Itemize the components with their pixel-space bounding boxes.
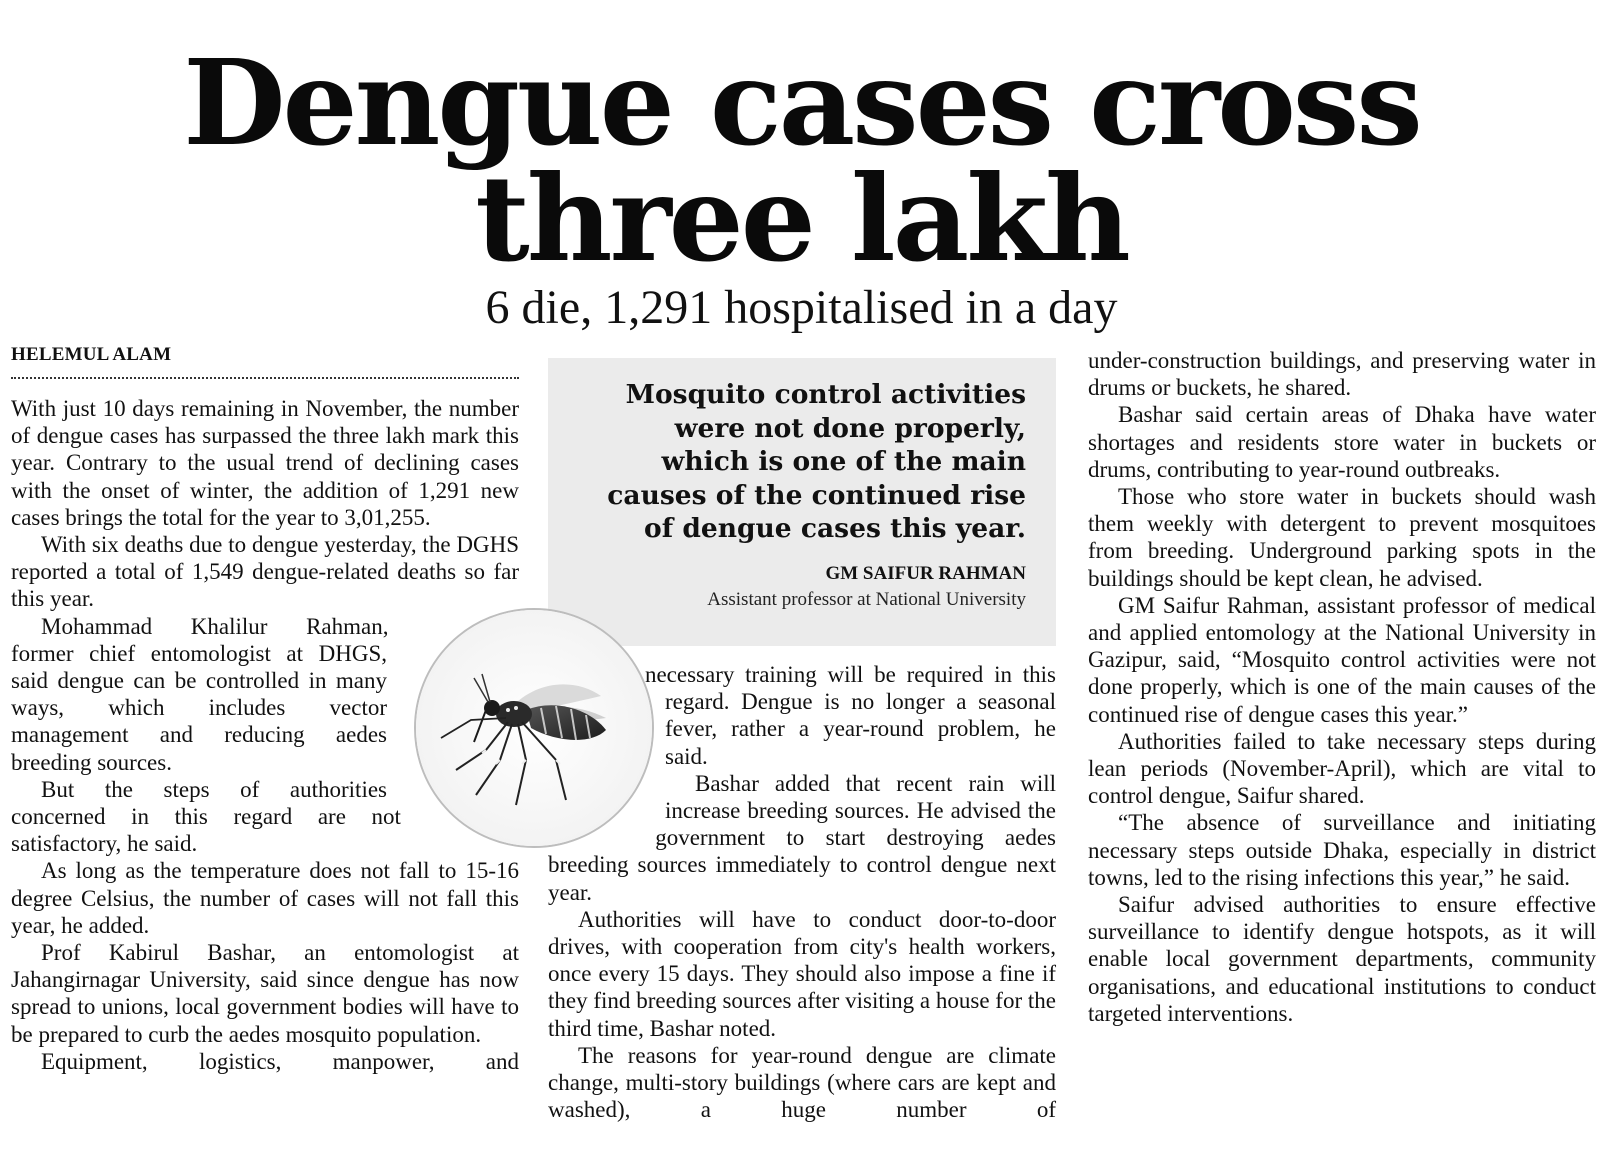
pull-quote-author: GM SAIFUR RAHMAN (825, 563, 1026, 584)
article-paragraph: Bashar said certain areas of Dhaka have water shortages and residents store water in buckets or drums, contributing to year-round outbreaks. (1088, 402, 1596, 482)
article-paragraph: With just 10 days remaining in November, the number of dengue cases has surpassed the three lakh mark this year. Contrary to the usual trend of declining cases with the onset of winter, the addition of 1,291 new cases brings the total for the year to 3,01,255. (11, 396, 519, 530)
article-paragraph: Authorities failed to take necessary steps during lean periods (November-April), which are vital to control dengue, Saifur shared. (1088, 728, 1596, 809)
article-paragraph: Saifur advised authorities to ensure effective surveillance to identify dengue hotspots, as it will enable local government departments, community organisations, and educational institutions to conduct targeted interventions. (1088, 892, 1596, 1026)
article-column-3 (1088, 347, 1596, 1027)
article-paragraph: Authorities will have to conduct door-to-door drives, with cooperation from city's health workers, once every 15 days. They should also impose a fine if they find breeding sources after visiting a house for the third time, Bashar noted. (548, 906, 1056, 1041)
article-paragraph: Mohammad Khalilur Rahman, former chief entomologist at DHGS, said dengue can be controlled in many ways, which includes vector management and reducing aedes breeding sources. (11, 613, 389, 775)
pull-quote-text: Mosquito control activities were not done properly, which is one of the main causes of the continued rise of dengue cases this year. (607, 379, 1026, 544)
byline-divider (11, 377, 519, 379)
article-paragraph: Equipment, logistics, manpower, and (41, 1048, 519, 1074)
article-paragraph: The reasons for year-round dengue are climate change, multi-story buildings (where cars are kept and washed), a huge number of (548, 1042, 1056, 1123)
pull-quote-box (548, 358, 1056, 646)
subheadline: 6 die, 1,291 hospitalised in a day (485, 281, 1118, 334)
article-paragraph: With six deaths due to dengue yesterday, the DGHS reported a total of 1,549 dengue-related deaths so far this year. (11, 532, 519, 612)
byline: HELEMUL ALAM (11, 344, 172, 365)
article-paragraph: Prof Kabirul Bashar, an entomologist at Jahangirnagar University, said since dengue has now spread to unions, local government bodies will have to be prepared to curb the aedes mosquito population. (11, 940, 519, 1047)
headline-line-2: three lakh (475, 149, 1128, 288)
article-paragraph: necessary training will be required in this regard. Dengue is no longer a seasonal fever, rather a year-round problem, he said. (644, 662, 1056, 769)
headline-line-1: Dengue cases cross (183, 33, 1420, 172)
article-paragraph: As long as the temperature does not fall to 15-16 degree Celsius, the number of cases will not fall this year, he added. (11, 858, 519, 938)
article-paragraph: Those who store water in buckets should wash them weekly with detergent to prevent mosquitoes from breeding. Underground parking spots in the buildings should be kept clean, he advised. (1088, 484, 1596, 591)
mosquito-icon (416, 610, 652, 846)
article-paragraph: under-construction buildings, and preserving water in drums or buckets, he shared. (1088, 348, 1596, 401)
mosquito-photo (414, 608, 654, 848)
article-paragraph: GM Saifur Rahman, assistant professor of medical and applied entomology at the National University in Gazipur, said, “Mosquito control activities were not done properly, which is one of the main causes of the continued rise of dengue cases this year.” (1088, 592, 1596, 727)
article-paragraph: But the steps of authorities concerned in this regard are not satisfactory, he said. (11, 776, 401, 857)
article-paragraph: “The absence of surveillance and initiating necessary steps outside Dhaka, especially in district towns, led to the rising infections this year,” he said. (1088, 810, 1596, 890)
pull-quote-author-title: Assistant professor at National University (707, 589, 1026, 610)
article-paragraph: Bashar added that recent rain will increase breeding sources. He advised the government to start destroying aedes breeding sources immediately to control dengue next year. (548, 770, 1056, 905)
